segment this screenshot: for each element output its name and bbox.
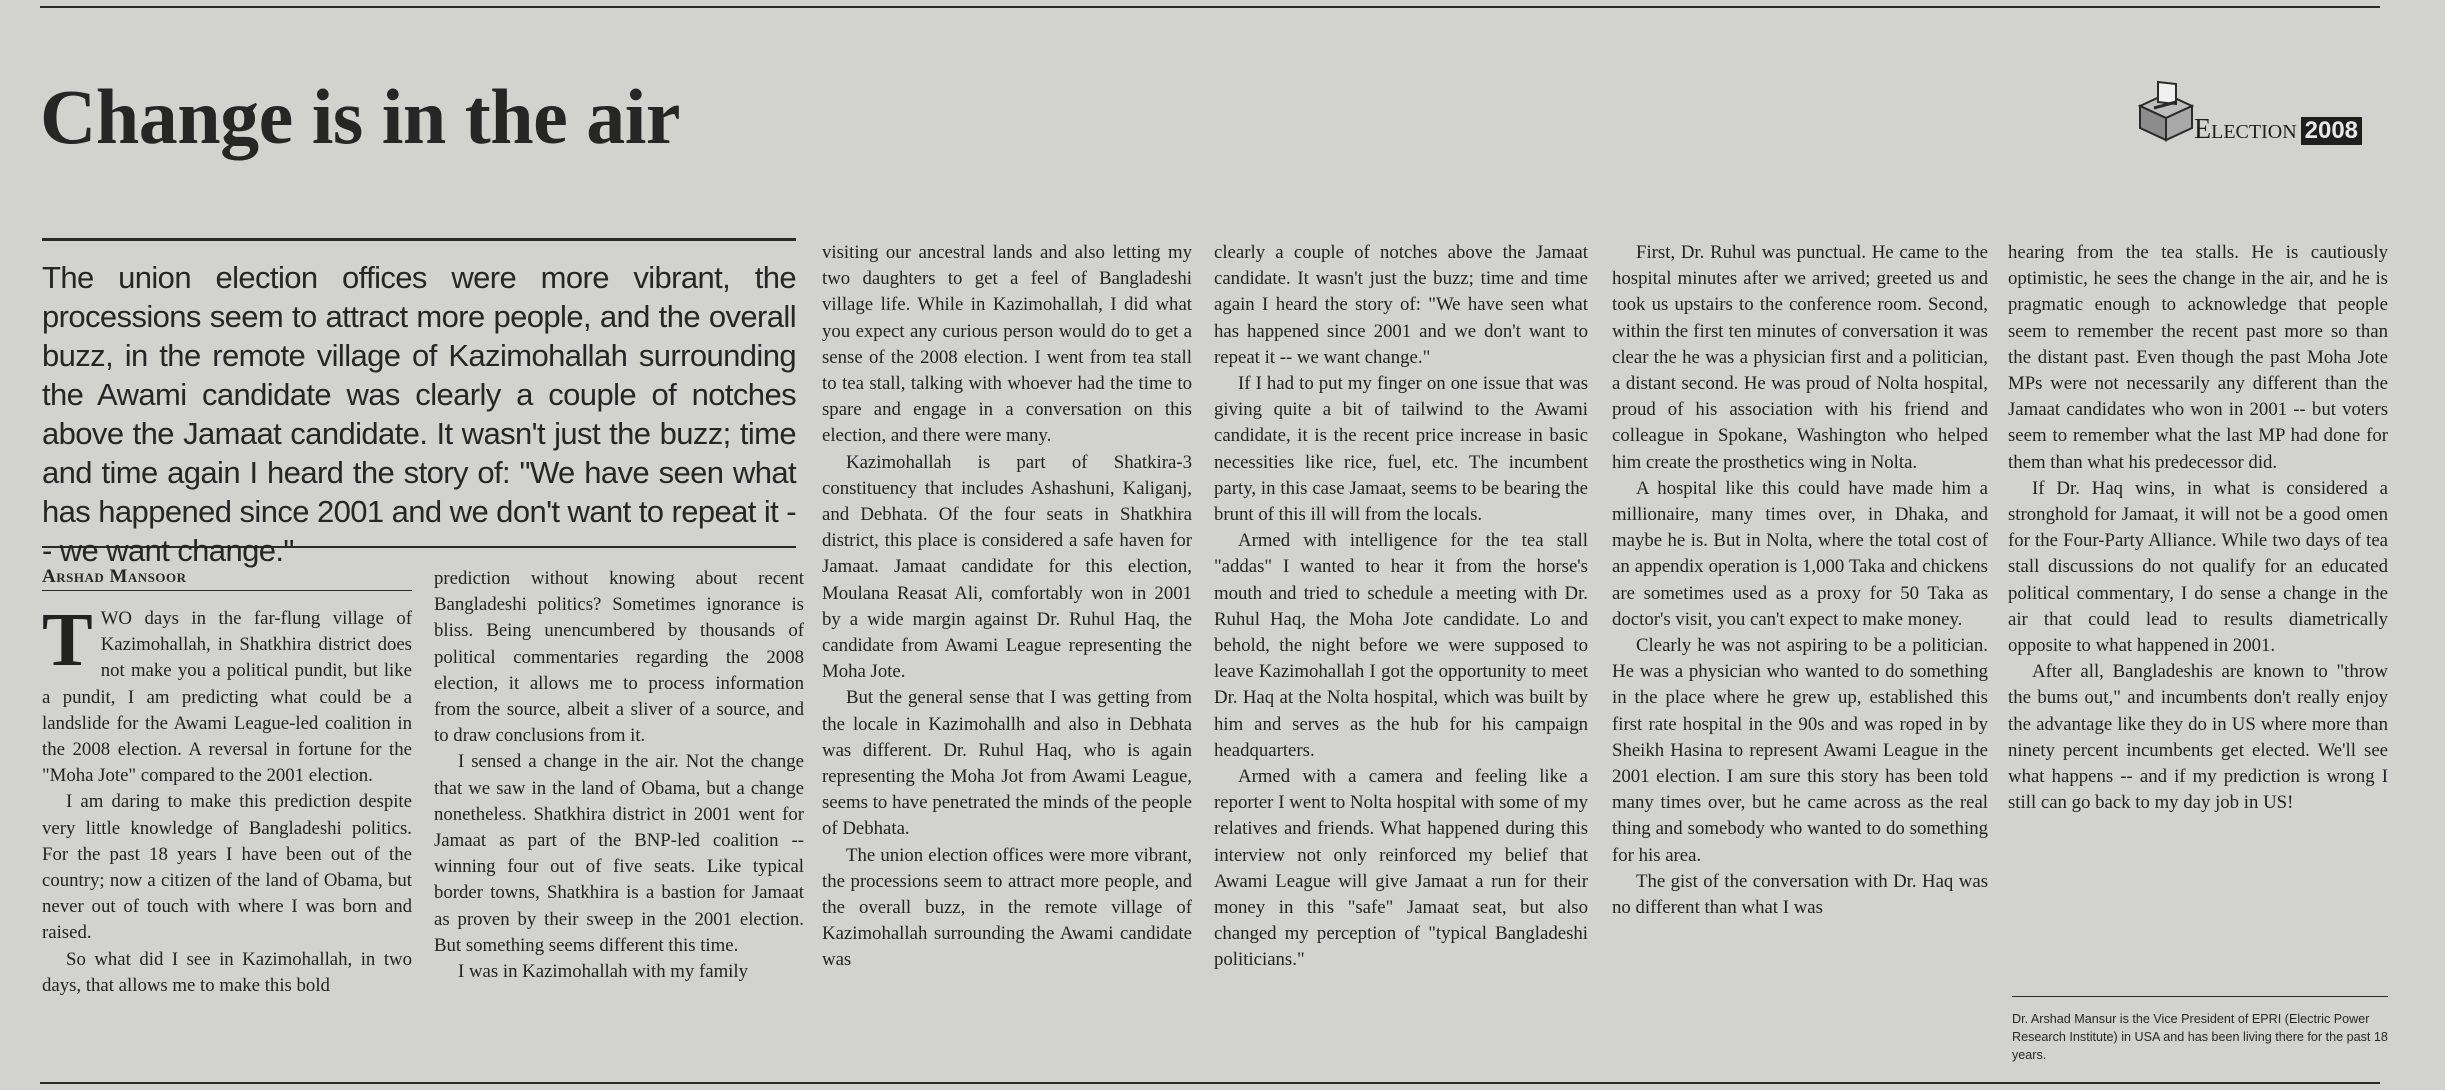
- article-column-1: [42, 598, 412, 999]
- election-label: Election: [2194, 114, 2297, 145]
- article-paragraph: I was in Kazimohallah with my family: [458, 961, 748, 983]
- article-paragraph: If I had to put my finger on one issue that was giving quite a bit of tailwind to the Awami candidate, it is the recent price increase in basic necessities like rice, fuel, etc. The incumbent party, in this case Jamaat, seems to be bearing the brunt of this ill will from the locals.: [1214, 373, 1588, 526]
- article-paragraph: A hospital like this could have made him a millionaire, many times over, in Dhaka, and maybe he is. But in Nolta, where the total cost of an appendix operation is 1,000 Taka and chickens are sometimes used as a proxy for 50 Taka as doctor's visit, you can't expect to make money.: [1612, 477, 1988, 630]
- article-paragraph: But the general sense that I was getting from the locale in Kazimohallh and also in Debhata was different. Dr. Ruhul Haq, who is again representing the Moha Jot from Awami League, seems to have penetrated the minds of the people of Debhata.: [822, 687, 1192, 840]
- article-paragraph: The gist of the conversation with Dr. Haq was no different than what I was: [1612, 870, 1988, 919]
- article-column-3: [822, 240, 1192, 974]
- article-column-5: [1612, 240, 1988, 921]
- article-paragraph: hearing from the tea stalls. He is cautiously optimistic, he sees the change in the air, and he is pragmatic enough to acknowledge that people seem to remember the recent past more so than the distant past. Even though the past Moha Jote MPs were not necessarily any different than the Jamaat candidates who won in 2001 -- but voters seem to remember what the last MP had done for them than what his predecessor did.: [2008, 242, 2388, 473]
- article-paragraph: So what did I see in Kazimohallah, in two days, that allows me to make this bold: [42, 948, 412, 996]
- article-column-4: [1214, 240, 1588, 974]
- election-logo-text: [2194, 114, 2362, 146]
- deck-pullquote: The union election offices were more vibrant, the processions seem to attract more people, and the overall buzz, in the remote village of Kazimohallah surrounding the Awami candidate was clearly a couple of notches above the Jamaat candidate. It wasn't just the buzz; time and time again I heard the story of: "We have seen what has happened since 2001 and we don't want to repeat it -- we want change.": [42, 260, 796, 568]
- headline: Change is in the air: [40, 73, 681, 160]
- byline-rule: [42, 590, 412, 591]
- article-paragraph: After all, Bangladeshis are known to "throw the bums out," and incumbents don't really enjoy the advantage like they do in US where more than ninety percent incumbents get elected. We'll see what happens -- and if my prediction is wrong I still can go back to my day job in US!: [2008, 661, 2388, 814]
- ballot-box-icon: [2134, 78, 2198, 142]
- paragraph-text: WO days in the far-flung village of Kazimohallah, in Shatkhira district does not make you a political pundit, but like a pundit, I am predicting what could be a landslide for the Awami League-led coalition in the 2008 election. A reversal in fortune for the "Moha Jote" compared to the 2001 election.: [42, 608, 412, 787]
- article-column-2: [434, 566, 804, 985]
- article-paragraph: prediction without knowing about recent Bangladeshi politics? Sometimes ignorance is bliss. Being unencumbered by thousands of political commentaries regarding the 2008 election, it allows me to process information from the source, albeit a sliver of a source, and to draw conclusions from it.: [434, 568, 804, 747]
- article-paragraph: Kazimohallah is part of Shatkira-3 constituency that includes Ashashuni, Kaliganj, and Debhata. Of the four seats in Shatkhira district, this place is considered a safe haven for Jamaat. Jamaat candidate for this election, Moulana Reasat Ali, comfortably won in 2001 by a wide margin against Dr. Ruhul Haq, the candidate from Awami League representing the Moha Jote.: [822, 451, 1192, 683]
- dropcap: T: [42, 598, 93, 682]
- bottom-rule: [40, 1082, 2380, 1084]
- article-paragraph: I sensed a change in the air. Not the change that we saw in the land of Obama, but a change nonetheless. Shatkhira district in 2001 went for Jamaat as part of the BNP-led coalition -- winning four out of five seats. Like typical border towns, Shatkhira is a bastion for Jamaat as proven by their sweep in the 2001 election. But something seems different this time.: [434, 751, 804, 956]
- article-paragraph: clearly a couple of notches above the Jamaat candidate. It wasn't just the buzz; time and time again I heard the story of: "We have seen what has happened since 2001 and we don't want to repeat it -- we want change.": [1214, 242, 1588, 368]
- author-bio: Dr. Arshad Mansur is the Vice President of EPRI (Electric Power Research Institute) in USA and has been living there for the past 18 years.: [2012, 1012, 2388, 1062]
- deck-top-rule: [42, 238, 796, 241]
- article-paragraph: Clearly he was not aspiring to be a politician. He was a physician who wanted to do something in the place where he grew up, established this first rate hospital in the 90s and was roped in by Sheikh Hasina to represent Awami League in the 2001 election. I am sure this story has been told many times over, but he came across as the real thing and somebody who wanted to do something for his area.: [1612, 635, 1988, 866]
- top-rule: [40, 6, 2380, 8]
- byline: Arshad Mansoor: [42, 566, 187, 587]
- article-paragraph: I am daring to make this prediction despite very little knowledge of Bangladeshi politics. For the past 18 years I have been out of the country; now a citizen of the land of Obama, but never out of touch with where I was born and raised.: [42, 791, 412, 944]
- article-paragraph: If Dr. Haq wins, in what is considered a stronghold for Jamaat, it will not be a good omen for the Four-Party Alliance. While two days of tea stall discussions do not qualify for an educated political commentary, I do sense a change in the air that could lead to results diametrically opposite to what happened in 2001.: [2008, 477, 2388, 657]
- article-paragraph: Armed with intelligence for the tea stall "addas" I wanted to hear it from the horse's mouth and tried to schedule a meeting with Dr. Ruhul Haq, the Moha Jote candidate. Lo and behold, the night before we were supposed to leave Kazimohallah I got the opportunity to meet Dr. Haq at the Nolta hospital, which was built by him and serves as the hub for his campaign headquarters.: [1214, 530, 1588, 761]
- article-paragraph: visiting our ancestral lands and also letting my two daughters to get a feel of Bangladeshi village life. While in Kazimohallah, I did what you expect any curious person would do to get a sense of the 2008 election. I went from tea stall to tea stall, talking with whoever had the time to spare and engage in a conversation on this election, and there were many.: [822, 242, 1192, 447]
- election-logo: [2134, 78, 2380, 152]
- article-paragraph: Armed with a camera and feeling like a reporter I went to Nolta hospital with some of my relatives and friends. What happened during this interview not only reinforced my belief that Awami League will give Jamaat a run for their money in this "safe" Jamaat seat, but also changed my perception of "typical Bangladeshi politicians.": [1214, 766, 1588, 971]
- bio-rule: [2012, 996, 2388, 997]
- article-column-6: [2008, 240, 2388, 816]
- article-paragraph: First, Dr. Ruhul was punctual. He came to the hospital minutes after we arrived; greeted us and took us upstairs to the conference room. Second, within the first ten minutes of conversation it was clear the he was a physician first and a politician, a distant second. He was proud of Nolta hospital, proud of his association with his friend and colleague in Spokane, Washington who helped him create the prosthetics wing in Nolta.: [1612, 242, 1988, 473]
- election-year: 2008: [2301, 117, 2362, 145]
- article-paragraph: The union election offices were more vibrant, the processions seem to attract more people, and the overall buzz, in the remote village of Kazimohallah surrounding the Awami candidate was: [822, 844, 1192, 971]
- article-paragraph: [42, 598, 412, 789]
